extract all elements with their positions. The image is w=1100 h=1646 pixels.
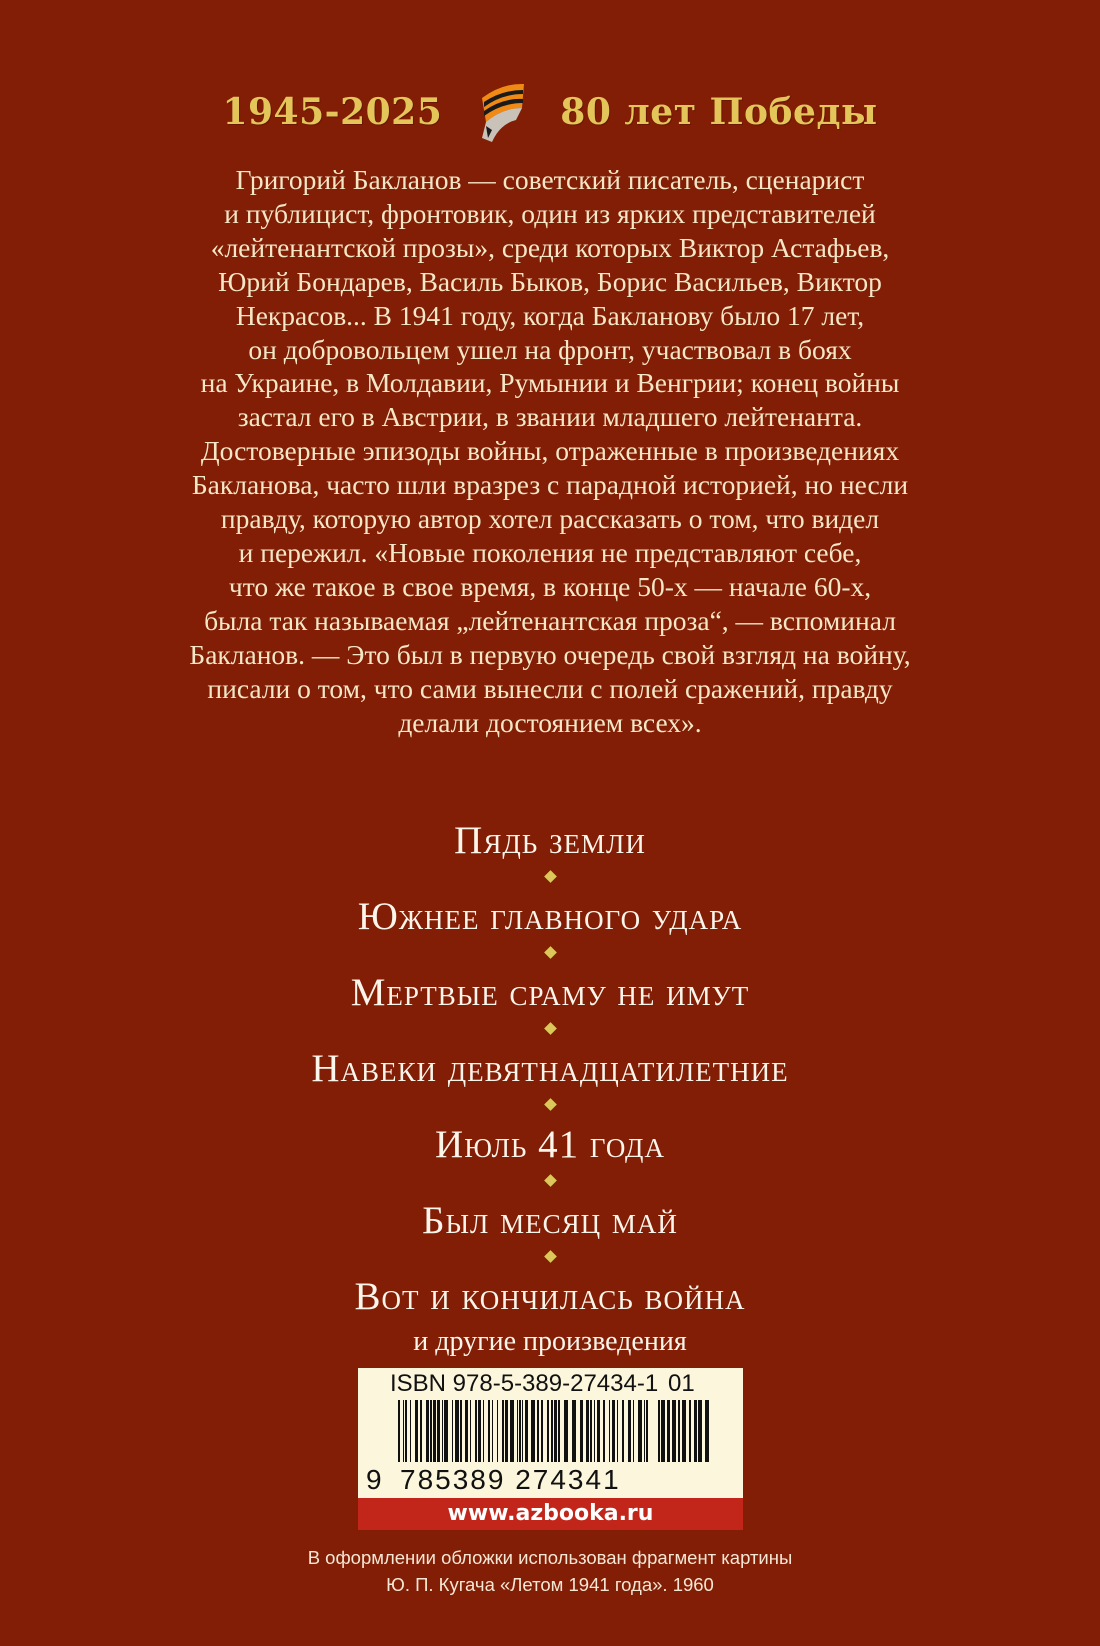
addon-code: 01 (668, 1370, 695, 1397)
description-line: Бакланов. — Это был в первую очередь свой взгляд на войну, (189, 638, 911, 670)
barcode-bar (442, 1400, 443, 1462)
diamond-separator-icon (544, 870, 557, 883)
barcode-bar (541, 1400, 543, 1462)
diamond-separator-icon (544, 1098, 557, 1111)
barcode-bar (537, 1400, 539, 1462)
isbn-barcode (358, 1368, 743, 1530)
barcode-bar (522, 1400, 523, 1462)
barcode-bar (590, 1400, 592, 1462)
barcode-bar (638, 1400, 642, 1462)
barcode-bar (597, 1400, 600, 1462)
barcode-bar (531, 1400, 535, 1462)
barcode-bar (644, 1400, 645, 1462)
barcode-bar (617, 1400, 618, 1462)
barcode-bar (667, 1400, 670, 1462)
work-title: Мертвые сраму не имут (350, 971, 750, 1014)
barcode-bar (628, 1400, 631, 1462)
barcode-bar (465, 1400, 468, 1462)
barcode-bar (483, 1400, 484, 1462)
diamond-separator-icon (544, 1022, 557, 1035)
barcode-bar (405, 1400, 407, 1462)
barcode-bar (398, 1400, 400, 1462)
barcode-bar (517, 1400, 518, 1462)
barcode-bar (705, 1400, 709, 1462)
barcode-bar (470, 1400, 471, 1462)
barcode-bar (698, 1400, 702, 1462)
publisher-url[interactable]: www.azbooka.ru (358, 1498, 743, 1530)
description-line: он добровольцем ушел на фронт, участвовал в боях (248, 333, 852, 365)
description-line: была так называемая „лейтенантская проза“, — вспоминал (204, 604, 896, 636)
barcode-bar (505, 1400, 508, 1462)
barcode-bar (525, 1400, 528, 1462)
credit-line: В оформлении обложки использован фрагмент картины (307, 1547, 793, 1568)
barcode-bar (586, 1400, 589, 1462)
barcode-bar (633, 1400, 634, 1462)
barcode-bar (420, 1400, 422, 1462)
cover-credit (0, 1544, 1100, 1598)
barcode-bar (497, 1400, 498, 1462)
barcode-bar (510, 1400, 514, 1462)
description-line: и публицист, фронтовик, один из ярких представителей (224, 197, 876, 229)
barcode-bar (410, 1400, 411, 1462)
description-line: Юрий Бондарев, Василь Быков, Борис Васильев, Виктор (218, 265, 882, 297)
barcode-bar (594, 1400, 595, 1462)
barcode-bar (564, 1400, 568, 1462)
description-line: «лейтенантской прозы», среди которых Виктор Астафьев, (210, 231, 890, 263)
barcode-bar (622, 1400, 624, 1462)
barcode-bar (478, 1400, 481, 1462)
barcode-bar (452, 1400, 453, 1462)
works-list (0, 818, 1100, 1358)
barcode-bar (415, 1400, 418, 1462)
work-title: Южнее главного удара (357, 895, 743, 938)
description-line: что же такое в свое время, в конце 50-х — начале 60-х, (228, 570, 872, 602)
description-line: делали достоянием всех». (398, 706, 702, 738)
barcode-bar (433, 1400, 436, 1462)
description-line: правду, которую автор хотел рассказать о том, что видел (220, 503, 880, 535)
barcode-bar (455, 1400, 459, 1462)
diamond-separator-icon (544, 1174, 557, 1187)
other-works-subtitle: и другие произведения (413, 1326, 687, 1357)
barcode-bar (609, 1400, 610, 1462)
barcode-digits (366, 1464, 726, 1496)
barcode-bar (672, 1400, 676, 1462)
description-line: и пережил. «Новые поколения не представляют себе, (238, 536, 862, 568)
barcode-bar (551, 1400, 553, 1462)
barcode-bar (661, 1400, 665, 1462)
work-title: Был месяц май (422, 1199, 678, 1242)
barcode-bar (658, 1400, 660, 1462)
barcode-bar (689, 1400, 691, 1462)
barcode-number: 785389 274341 (400, 1464, 621, 1495)
barcode-bar (430, 1400, 432, 1462)
addon-barcode-bars (658, 1400, 718, 1462)
credit-line: Ю. П. Кугача «Летом 1941 года». 1960 (386, 1574, 714, 1595)
barcode-bar (492, 1400, 493, 1462)
barcode-bars (398, 1400, 648, 1462)
barcode-bar (694, 1400, 697, 1462)
barcode-bar (572, 1400, 576, 1462)
barcode-bar (519, 1400, 521, 1462)
work-title: Пядь земли (454, 819, 646, 862)
barcode-bar (426, 1400, 429, 1462)
barcode-bar (502, 1400, 504, 1462)
barcode-bar (580, 1400, 583, 1462)
barcode-bar (603, 1400, 605, 1462)
barcode-bar (547, 1400, 549, 1462)
diamond-separator-icon (544, 1250, 557, 1263)
description-line: Бакланова, часто шли вразрез с парадной историей, но несли (191, 469, 909, 501)
victory-label: 80 лет Победы (560, 91, 878, 133)
description-line: Некрасов... В 1941 году, когда Бакланову было 17 лет, (235, 299, 865, 331)
description-line: Григорий Бакланов — советский писатель, сценарист (235, 164, 865, 195)
barcode-bar (678, 1400, 680, 1462)
description-line: застал его в Австрии, в звании младшего лейтенанта. (237, 401, 863, 433)
barcode-bar (682, 1400, 686, 1462)
work-title: Вот и кончилась война (354, 1275, 746, 1318)
diamond-separator-icon (544, 946, 557, 959)
author-description (0, 163, 1100, 739)
work-title: Июль 41 года (435, 1123, 665, 1166)
barcode-bar (475, 1400, 477, 1462)
work-title: Навеки девятнадцатилетние (311, 1047, 789, 1090)
barcode-bar (460, 1400, 462, 1462)
isbn-text: ISBN 978-5-389-27434-1 (390, 1370, 659, 1397)
barcode-first-digit: 9 (366, 1464, 382, 1495)
description-line: на Украине, в Молдавии, Румынии и Венгрии; конец войны (200, 367, 900, 399)
barcode-bar (558, 1400, 560, 1462)
barcode-bar (646, 1400, 648, 1462)
barcode-bar (403, 1400, 404, 1462)
years-label: 1945-2025 (222, 91, 443, 133)
barcode-bar (554, 1400, 557, 1462)
anniversary-header (0, 78, 1100, 146)
barcode-bar (444, 1400, 448, 1462)
description-line: писали о том, что сами вынесли с полей сражений, правду (207, 672, 893, 704)
barcode-bar (437, 1400, 440, 1462)
st-george-ribbon-icon (472, 78, 530, 146)
barcode-bar (612, 1400, 615, 1462)
description-line: Достоверные эпизоды войны, отраженные в произведениях (200, 435, 900, 467)
barcode-bar (488, 1400, 490, 1462)
